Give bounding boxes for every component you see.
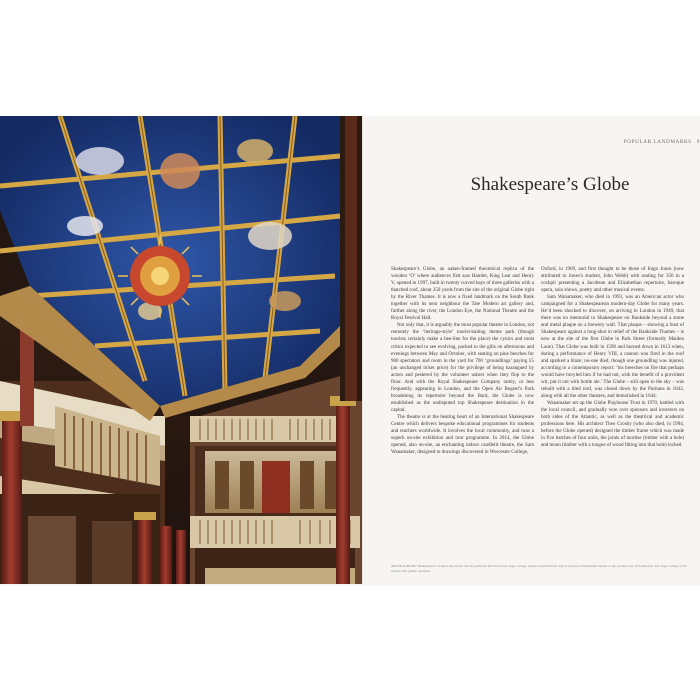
paragraph: Sam Wanamaker, who died in 1993, was an American actor who campaigned for a Shakespearean modern-day Globe for many years. He’d been shocked to discover, on arriving in London in 1949, that there was no memorial to Shakespeare on Bankside beyond a stone and metal plaque on a brewery wall. That plaque – showing a bust of Shakespeare against a long-shot in relief of the Bankside Thames – is now at the site of the first Globe in Park Street (formerly Maiden Lane). That Globe was built in 1598 and burned down in 1613 when, during a performance of Henry VIII, a cannon was fired in the roof and sparked a blaze; no-one died, though one groundling was injured, according to a contemporary report: ‘his breeches on fire that perhaps would have broyled him if he had not, with the benefit of a provident wit, put it out with bottle ale.’ The Globe – still open to the sky – was rebuilt with a tiled roof, was closed down by the Puritans in 1642, along with all the other theatres, and demolished in 1644. (541, 294, 684, 399)
paragraph: Not only that, it is arguably the most popular theatre in London, not remotely the ‘heritage-style’ tourist-baiting theme park (though tourists certainly make a bee-line for the place) the cynics and most critics expected to see evolving, packed to the gills on afternoons and evenings between May and October, with seating on pine benches for 900 spectators and room in the yard for 700 ‘groundlings’ paying £5 (an unchanged ticket price) for the privilege of being harangued by actors and pestered by the volunteer ushers when they flop to the floor. And with the Royal Shakespeare Company rarely, or less frequently, appearing in London, and the Open Air Regent’s Park broadening its repertoire beyond the Bard, the Globe is now established as the undisputed top Shakespeare destination in the capital. (391, 322, 534, 413)
paragraph: Oxford, in 1969, and first thought to be those of Inigo Jones (now attributed to Jones’s student, John Webb) with seating for 350 in a cockpit presenting a Jacobean and Elizabethan repertoire, baroque opera, solo shows, poetry and other musical events. (541, 266, 684, 294)
text-column-right (541, 266, 684, 449)
paragraph: Shakespeare’s Globe, an oaken-framed theoretical replica of the wooden ‘O’ where audiences first saw Hamlet, King Lear and Henry V, opened in 1997, built in twenty curved bays of three galleries with a thatched roof, about 250 yards from the site of the original Globe right by the River Thames. It is now a fixed landmark on the South Bank together with its near neighbour the Tate Modern art gallery and, further along the river, the London Eye, the National Theatre and the Royal Festival Hall. (391, 266, 535, 322)
running-head (624, 139, 700, 145)
paragraph: The theatre is at the beating heart of an International Shakespeare Centre which delivers bespoke educational programmes for students and teachers worldwide. It involves the local community, and runs a superb on-site exhibition and tour programme. In 2014, the Globe opened, also on-site, an enchanting indoor candlelit theatre, the Sam Wanamaker, designed to drawings discovered in Worcester College, (391, 413, 534, 456)
globe-interior-photo (0, 116, 362, 584)
text-column-left (391, 266, 534, 456)
page-number: 9 (696, 139, 700, 145)
page-gutter (362, 116, 363, 586)
running-head-text: POPULAR LANDMARKS (623, 139, 692, 145)
photo-caption: ABOVE & RIGHT: Shakespeare’s modern-day Globe has the galleried interior, thrust stage, canopy heavens and thatched roof of a famous Elizabethan theatre in the London area of Southwark. The stage canopy of the theatre with golden starlight. (391, 564, 687, 573)
article-title: Shakespeare’s Globe (470, 174, 630, 195)
paragraph: Wanamaker set up the Globe Playhouse Trust in 1970, battled with the local council, and gradually won over sponsors and investors on both sides of the Atlantic, as well as the theatrical and academic professions here. His architect Theo Crosby (who also died, in 1994, before the Globe opened) designed the timber frame which was made in five batches of four units, the joints of mortise (timber with a hole) and tenon (timber with a tongue of wood fitting into that hole) locked (541, 399, 684, 449)
theatre-interior-photo-icon (0, 116, 362, 584)
